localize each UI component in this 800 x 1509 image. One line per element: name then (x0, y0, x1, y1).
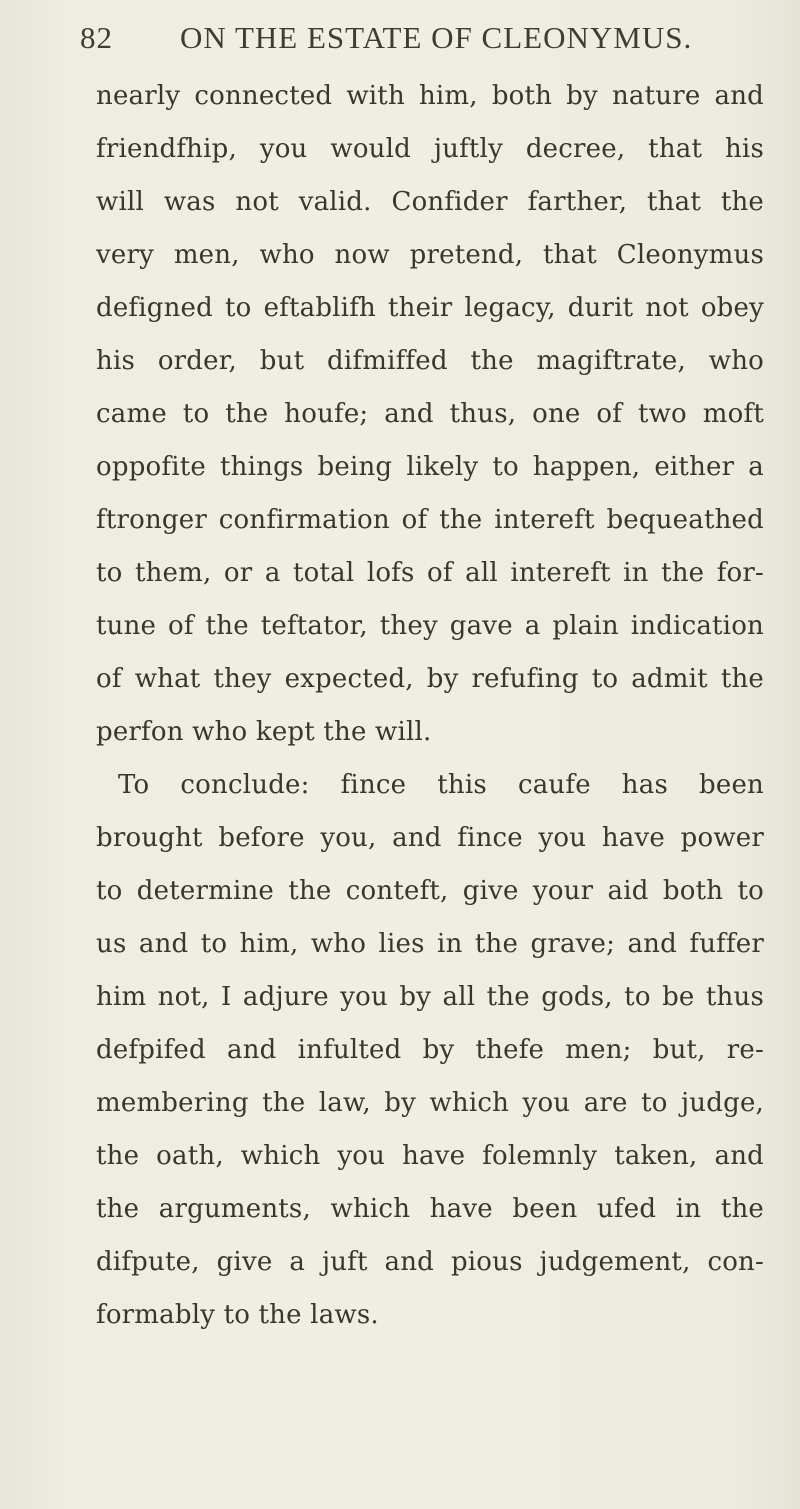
text-line: to them, or a total lofs of all intereft in the for- (96, 558, 764, 588)
text-line: nearly connected with him, both by nature and (96, 81, 764, 111)
page-number: 82 (80, 20, 113, 55)
running-head (80, 20, 730, 60)
text-line: of what they expected, by refufing to admit the (96, 664, 764, 694)
text-line: membering the law, by which you are to judge, (96, 1088, 764, 1118)
body-text (96, 70, 764, 1342)
text-line: formably to the laws. (96, 1300, 379, 1330)
text-line: will was not valid. Confider farther, that the (96, 187, 764, 217)
text-line: defpifed and infulted by thefe men; but, re- (96, 1035, 764, 1065)
text-line: ftronger confirmation of the intereft bequeathed (96, 505, 764, 535)
text-line: very men, who now pretend, that Cleonymus (96, 240, 764, 270)
text-line: To conclude: fince this caufe has been (118, 770, 764, 800)
text-line: friendfhip, you would juftly decree, that his (96, 134, 764, 164)
running-title: ON THE ESTATE OF CLEONYMUS. (180, 20, 693, 55)
text-line: his order, but difmiffed the magiftrate, who (96, 346, 764, 376)
text-line: us and to him, who lies in the grave; and fuffer (96, 929, 764, 959)
text-line: the arguments, which have been ufed in the (96, 1194, 764, 1224)
text-line: came to the houfe; and thus, one of two moft (96, 399, 764, 429)
text-line: brought before you, and fince you have power (96, 823, 764, 853)
text-line: defigned to eftablifh their legacy, durit not obey (96, 293, 764, 323)
text-line: the oath, which you have folemnly taken, and (96, 1141, 764, 1171)
text-line: him not, I adjure you by all the gods, to be thus (96, 982, 764, 1012)
text-line: difpute, give a juft and pious judgement, con- (96, 1247, 764, 1277)
text-line: perfon who kept the will. (96, 717, 432, 747)
text-line: tune of the teftator, they gave a plain indication (96, 611, 764, 641)
text-line: to determine the conteft, give your aid both to (96, 876, 764, 906)
text-line: oppofite things being likely to happen, either a (96, 452, 764, 482)
